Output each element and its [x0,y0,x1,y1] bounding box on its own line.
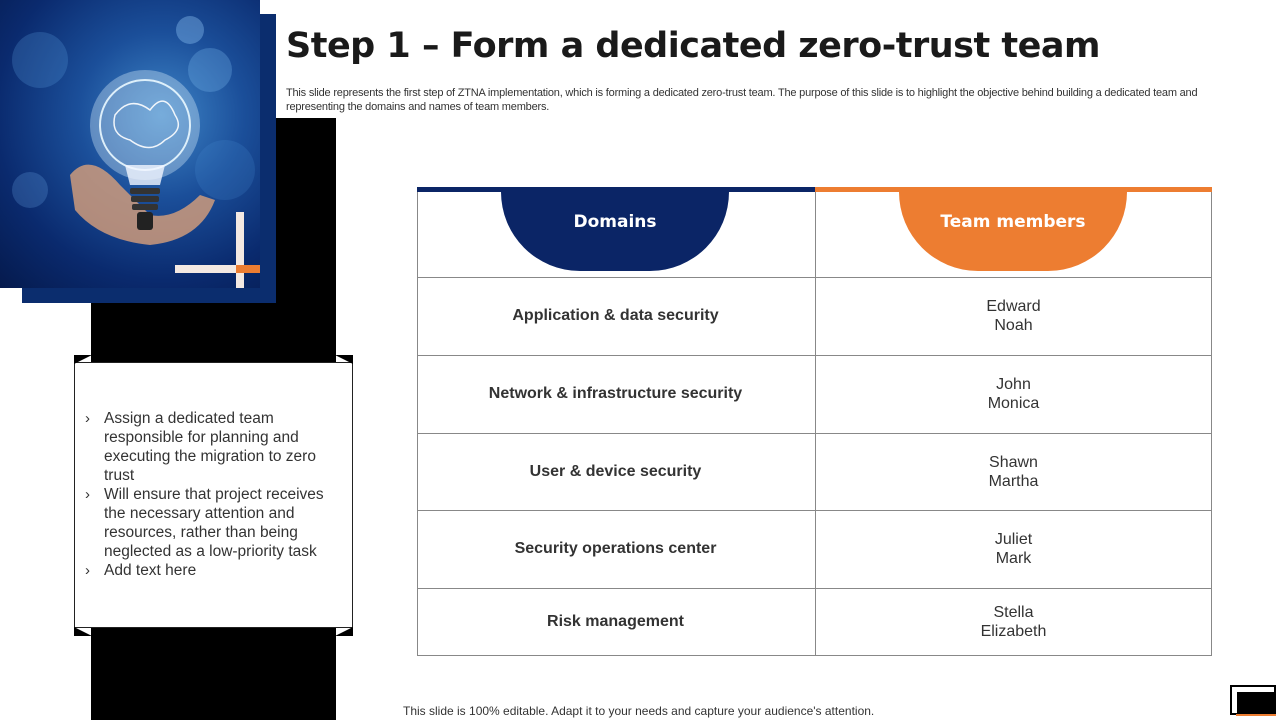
members-header: Team members [940,212,1086,232]
footer-note: This slide is 100% editable. Adapt it to your needs and capture your audience's attention. [403,704,875,718]
list-item: › Add text here [85,562,197,579]
table-cell-domain: User & device security [529,462,702,480]
table-cell-members: Shawn Martha [988,453,1039,490]
table-cell-members: Stella Elizabeth [980,604,1047,640]
table-cell-members: Juliet Mark [994,531,1033,567]
card-notch [74,627,92,636]
bullet-list [85,409,347,580]
chevron-right-icon: › [85,562,90,579]
table-cell-members: John Monica [987,376,1040,412]
card-notch [335,355,353,364]
table-cell-domain: Network & infrastructure security [488,385,743,402]
table-cell-members: Edward Noah [986,298,1041,334]
lightbulb-in-hand-image [0,0,260,288]
page-title: Step 1 – Form a dedicated zero-trust team [286,26,1100,66]
chevron-right-icon: › [85,410,90,427]
page-subtitle: This slide represents the first step of ZTNA implementation, which is forming a dedicated zero-trust team. The purpose of this slide is to highlight the objective behind building a dedicated team and representing the domains and names of team members. [286,87,1198,113]
table-cell-domain: Risk management [547,613,684,630]
list-item: › Will ensure that project receives the necessary attention and resources, rather than being neglected as a low-priority task [85,486,324,560]
team-table [417,187,1212,656]
domains-header: Domains [573,212,657,232]
table-cell-domain: Security operations center [514,540,717,557]
card-notch [335,627,353,636]
card-notch [74,355,92,364]
list-item: › Assign a dedicated team responsible for planning and executing the migration to zero trust [85,410,316,484]
chevron-right-icon: › [85,486,90,503]
objective-card [74,362,353,628]
table-cell-domain: Application & data security [512,307,719,324]
